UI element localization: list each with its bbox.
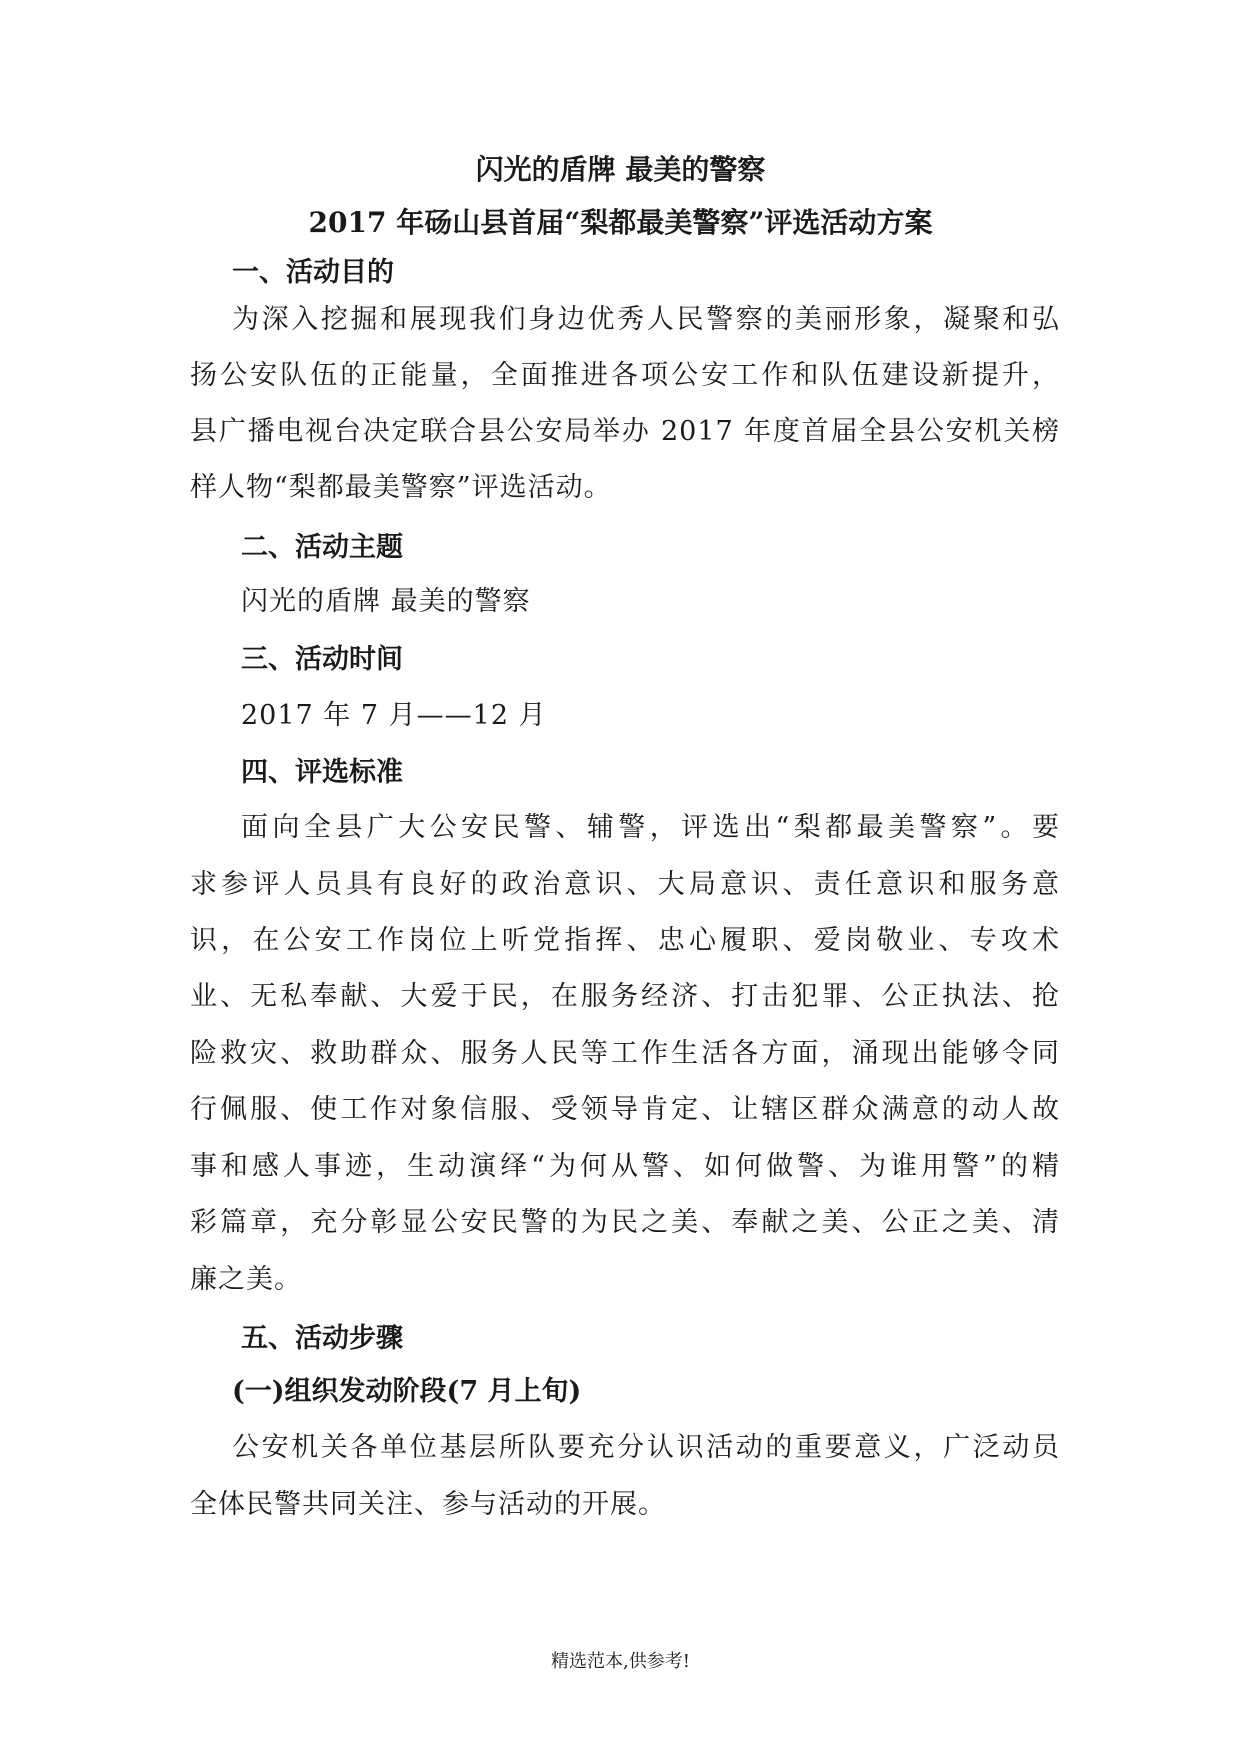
section-3-text: 2017 年 7 月——12 月	[241, 700, 547, 731]
section-4-line-7: 事和感人事迹，生动演绎“为何从警、如何做警、为谁用警”的精	[190, 1151, 1060, 1182]
section-1-line-4: 样人物“梨都最美警察”评选活动。	[190, 472, 612, 503]
section-1-line-1: 为深入挖掘和展现我们身边优秀人民警察的美丽形象，凝聚和弘	[232, 304, 1060, 335]
section-5-heading: 五、活动步骤	[241, 1323, 403, 1354]
section-4-line-4: 业、无私奉献、大爱于民，在服务经济、打击犯罪、公正执法、抢	[190, 981, 1060, 1012]
section-1-line-3: 县广播电视台决定联合县公安局举办 2017 年度首届全县公安机关榜	[190, 416, 1060, 447]
section-4-heading: 四、评选标准	[241, 757, 403, 788]
section-4-line-6: 行佩服、使工作对象信服、受领导肯定、让辖区群众满意的动人故	[190, 1094, 1060, 1125]
section-4-line-2: 求参评人员具有良好的政治意识、大局意识、责任意识和服务意	[190, 869, 1060, 900]
section-1-heading: 一、活动目的	[232, 257, 394, 288]
section-4-line-5: 险救灾、救助群众、服务人民等工作生活各方面，涌现出能够令同	[190, 1038, 1060, 1069]
section-5-sub-1-line-1: 公安机关各单位基层所队要充分认识活动的重要意义，广泛动员	[232, 1432, 1060, 1463]
section-5-sub-1-line-2: 全体民警共同关注、参与活动的开展。	[190, 1489, 666, 1520]
section-4-line-9: 廉之美。	[190, 1264, 302, 1295]
section-3-heading: 三、活动时间	[241, 644, 403, 675]
page-footer: 精选范本,供参考!	[551, 1651, 690, 1672]
section-4-line-1: 面向全县广大公安民警、辅警，评选出“梨都最美警察”。要	[241, 812, 1060, 843]
section-5-sub-1-heading: (一)组织发动阶段(7 月上旬)	[232, 1376, 582, 1407]
section-4-line-8: 彩篇章，充分彰显公安民警的为民之美、奉献之美、公正之美、清	[190, 1207, 1060, 1238]
section-1-line-2: 扬公安队伍的正能量，全面推进各项公安工作和队伍建设新提升，	[190, 360, 1060, 391]
section-4-line-3: 识，在公安工作岗位上听党指挥、忠心履职、爱岗敬业、专攻术	[190, 925, 1060, 956]
section-2-heading: 二、活动主题	[241, 532, 403, 563]
document-title: 闪光的盾牌 最美的警察	[475, 153, 766, 186]
section-2-text: 闪光的盾牌 最美的警察	[241, 586, 531, 617]
document-subtitle: 2017 年砀山县首届“梨都最美警察”评选活动方案	[308, 206, 933, 239]
